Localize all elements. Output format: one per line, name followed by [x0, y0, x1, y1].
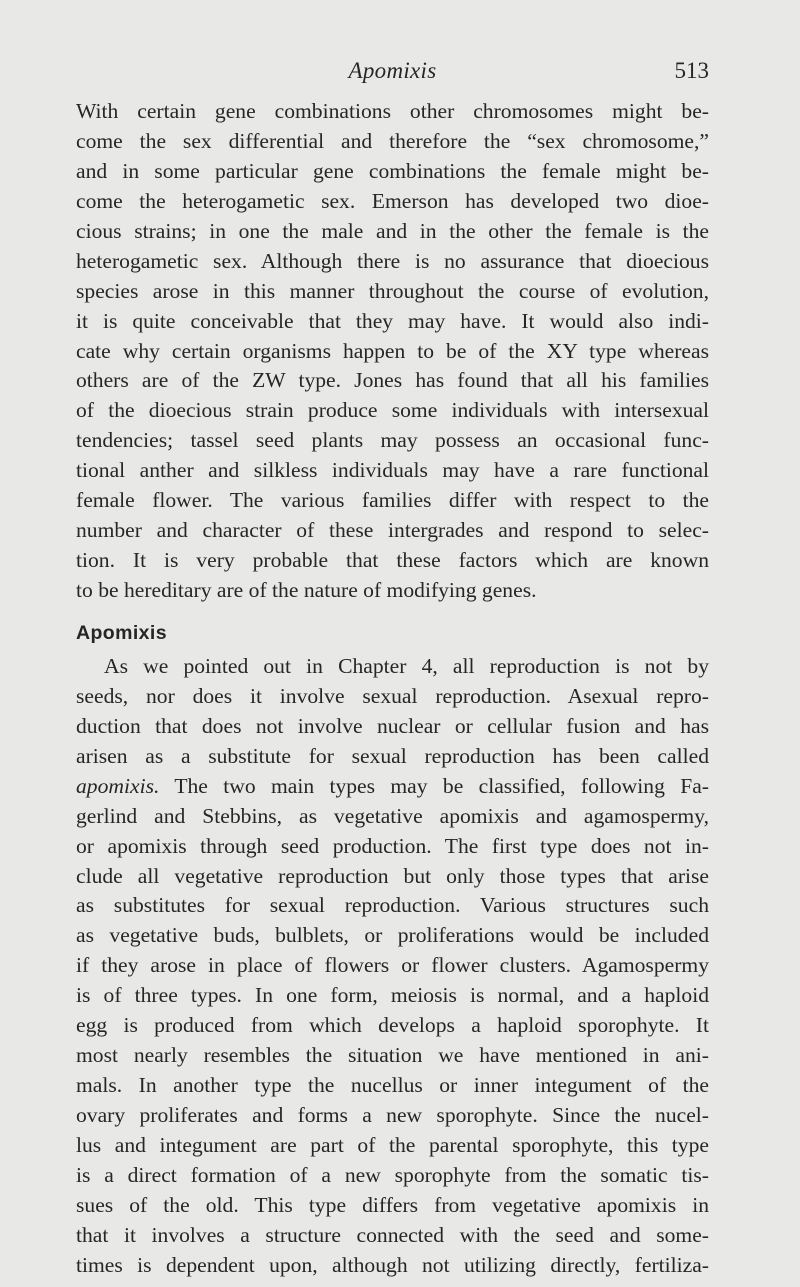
- text-line: that it involves a structure connected with the seed and some-: [76, 1222, 709, 1247]
- text-line: as vegetative buds, bulblets, or proliferations would be included: [76, 923, 709, 948]
- text-line: mals. In another type the nucellus or inner integument of the: [76, 1073, 709, 1098]
- text-line: tion. It is very probable that these factors which are known: [76, 548, 709, 573]
- text-line: is of three types. In one form, meiosis is normal, and a haploid: [76, 983, 709, 1008]
- text-line: or apomixis through seed production. The first type does not in-: [76, 833, 709, 858]
- text-run: The two main types may be classified, following Fa-: [159, 773, 709, 798]
- text-line: as substitutes for sexual reproduction. Various structures such: [76, 893, 709, 918]
- text-line: duction that does not involve nuclear or cellular fusion and has: [76, 713, 709, 738]
- text-line: most nearly resembles the situation we have mentioned in ani-: [76, 1043, 709, 1068]
- text-line: come the sex differential and therefore the “sex chromosome,”: [76, 128, 709, 153]
- text-line: times is dependent upon, although not utilizing directly, fertiliza-: [76, 1252, 709, 1277]
- text-line: As we pointed out in Chapter 4, all reproduction is not by: [104, 653, 709, 678]
- running-title: Apomixis: [348, 58, 437, 83]
- text-line: to be hereditary are of the nature of modifying genes.: [76, 578, 537, 602]
- text-line: and in some particular gene combinations the female might be-: [76, 158, 709, 183]
- text-line: ovary proliferates and forms a new sporophyte. Since the nucel-: [76, 1103, 709, 1127]
- text-line: is a direct formation of a new sporophyte from the somatic tis-: [76, 1162, 709, 1187]
- text-line: come the heterogametic sex. Emerson has developed two dioe-: [76, 188, 709, 213]
- text-line: gerlind and Stebbins, as vegetative apomixis and agamospermy,: [76, 803, 709, 828]
- paragraph-1: [76, 97, 709, 606]
- text-line: species arose in this manner throughout the course of evolution,: [76, 278, 709, 303]
- text-line: egg is produced from which develops a haploid sporophyte. It: [76, 1013, 709, 1038]
- text-line: lus and integument are part of the parental sporophyte, this type: [76, 1132, 709, 1157]
- text-line: arisen as a substitute for sexual reproduction has been called: [76, 743, 709, 768]
- text-line: cate why certain organisms happen to be of the XY type whereas: [76, 338, 709, 363]
- text-line: cious strains; in one the male and in the other the female is the: [76, 218, 709, 243]
- text-line: tional anther and silkless individuals may have a rare functional: [76, 458, 709, 483]
- italic-term: apomixis.: [76, 773, 160, 798]
- section-heading: Apomixis: [76, 621, 167, 644]
- text-line: sues of the old. This type differs from vegetative apomixis in: [76, 1192, 709, 1217]
- text-line: heterogametic sex. Although there is no assurance that dioecious: [76, 248, 709, 273]
- text-line: tendencies; tassel seed plants may possess an occasional func-: [76, 428, 709, 453]
- text-line: of the dioecious strain produce some individuals with intersexual: [76, 398, 709, 423]
- text-line: clude all vegetative reproduction but only those types that arise: [76, 863, 709, 888]
- text-line: With certain gene combinations other chromosomes might be-: [76, 99, 709, 123]
- page-number: 513: [674, 58, 709, 83]
- paragraph-2: [76, 652, 709, 1281]
- text-line: number and character of these intergrades and respond to selec-: [76, 518, 709, 543]
- running-head: [76, 58, 709, 92]
- body-text: [76, 97, 709, 1281]
- text-line: female flower. The various families differ with respect to the: [76, 488, 709, 513]
- text-line: if they arose in place of flowers or flower clusters. Agamospermy: [76, 953, 709, 978]
- text-line: others are of the ZW type. Jones has found that all his families: [76, 368, 709, 393]
- text-line: [76, 772, 709, 802]
- text-line: it is quite conceivable that they may have. It would also indi-: [76, 308, 709, 333]
- text-line: seeds, nor does it involve sexual reproduction. Asexual repro-: [76, 683, 709, 708]
